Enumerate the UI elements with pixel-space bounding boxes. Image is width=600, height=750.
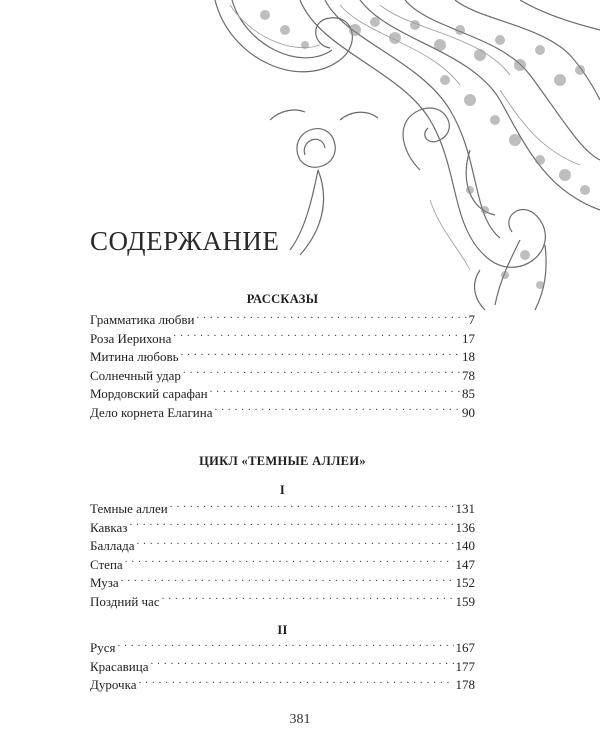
toc-entry-page: 177 [455, 658, 475, 674]
page-number: 381 [289, 712, 311, 727]
toc-list-stories [90, 310, 475, 421]
toc-entry-title: Солнечный удар [90, 367, 181, 383]
toc-entry-page: 78 [462, 367, 475, 383]
toc-entry-title: Баллада [90, 538, 135, 553]
part-heading-2: II [277, 623, 288, 637]
toc-entry[interactable] [90, 657, 475, 676]
toc-entry[interactable] [90, 329, 475, 348]
toc-entry[interactable] [90, 499, 475, 518]
toc-entry-title: Кавказ [90, 519, 128, 535]
toc-entry[interactable] [90, 384, 475, 403]
dot-leader [150, 657, 453, 671]
toc-entry-title: Поздний час [90, 593, 160, 609]
toc-entry-page: 147 [455, 556, 475, 572]
toc-list-part-1 [90, 499, 475, 610]
toc-entry-page: 90 [462, 404, 475, 420]
toc-entry-page: 159 [455, 593, 475, 609]
dot-leader [129, 518, 453, 532]
toc-entry-title: Мордовский сарафан [90, 386, 208, 401]
toc-entry-page: 178 [455, 677, 475, 692]
section-heading-stories: РАССКАЗЫ [246, 292, 319, 306]
toc-entry-title: Муза [90, 575, 119, 590]
toc-entry-title: Митина любовь [90, 349, 179, 364]
toc-entry-page: 140 [455, 538, 475, 553]
toc-entry-page: 167 [455, 640, 475, 655]
toc-entry[interactable] [90, 675, 475, 694]
dot-leader [125, 555, 454, 569]
toc-entry-page: 152 [455, 575, 475, 590]
dot-leader [181, 347, 460, 361]
toc-entry-page: 136 [455, 519, 475, 535]
toc-entry[interactable] [90, 403, 475, 422]
toc-entry[interactable] [90, 310, 475, 329]
toc-entry-page: 7 [468, 312, 475, 327]
dot-leader [170, 499, 454, 513]
toc-list-part-2 [90, 638, 475, 694]
dot-leader [215, 403, 461, 417]
toc-entry-page: 85 [462, 386, 475, 401]
section-heading-cycle: ЦИКЛ «ТЕМНЫЕ АЛЛЕИ» [199, 454, 366, 468]
toc-entry-title: Роза Иерихона [90, 330, 172, 346]
part-heading-1: I [279, 483, 286, 497]
toc-entry-page: 131 [455, 501, 475, 516]
page-title: СОДЕРЖАНИЕ [90, 226, 280, 256]
toc-entry-page: 17 [462, 330, 475, 346]
toc-entry-title: Красавица [90, 658, 149, 674]
paisley-ornament [0, 0, 600, 330]
dot-leader [117, 638, 453, 652]
toc-entry[interactable] [90, 347, 475, 366]
dot-leader [196, 310, 466, 324]
toc-entry-title: Дело корнета Елагина [90, 404, 213, 420]
dot-leader [173, 329, 460, 343]
toc-entry-title: Руся [90, 640, 116, 655]
toc-entry-title: Дурочка [90, 677, 137, 692]
toc-entry-page: 18 [462, 349, 475, 364]
toc-entry[interactable] [90, 638, 475, 657]
toc-entry[interactable] [90, 592, 475, 611]
toc-entry[interactable] [90, 366, 475, 385]
toc-entry-title: Темные аллеи [90, 501, 168, 516]
dot-leader [136, 536, 453, 550]
dot-leader [162, 592, 454, 606]
dot-leader [210, 384, 460, 398]
toc-entry[interactable] [90, 536, 475, 555]
toc-entry[interactable] [90, 573, 475, 592]
toc-entry-title: Степа [90, 556, 123, 572]
toc-entry[interactable] [90, 518, 475, 537]
dot-leader [121, 573, 454, 587]
toc-entry[interactable] [90, 555, 475, 574]
dot-leader [183, 366, 460, 380]
toc-entry-title: Грамматика любви [90, 312, 195, 327]
dot-leader [138, 675, 453, 689]
